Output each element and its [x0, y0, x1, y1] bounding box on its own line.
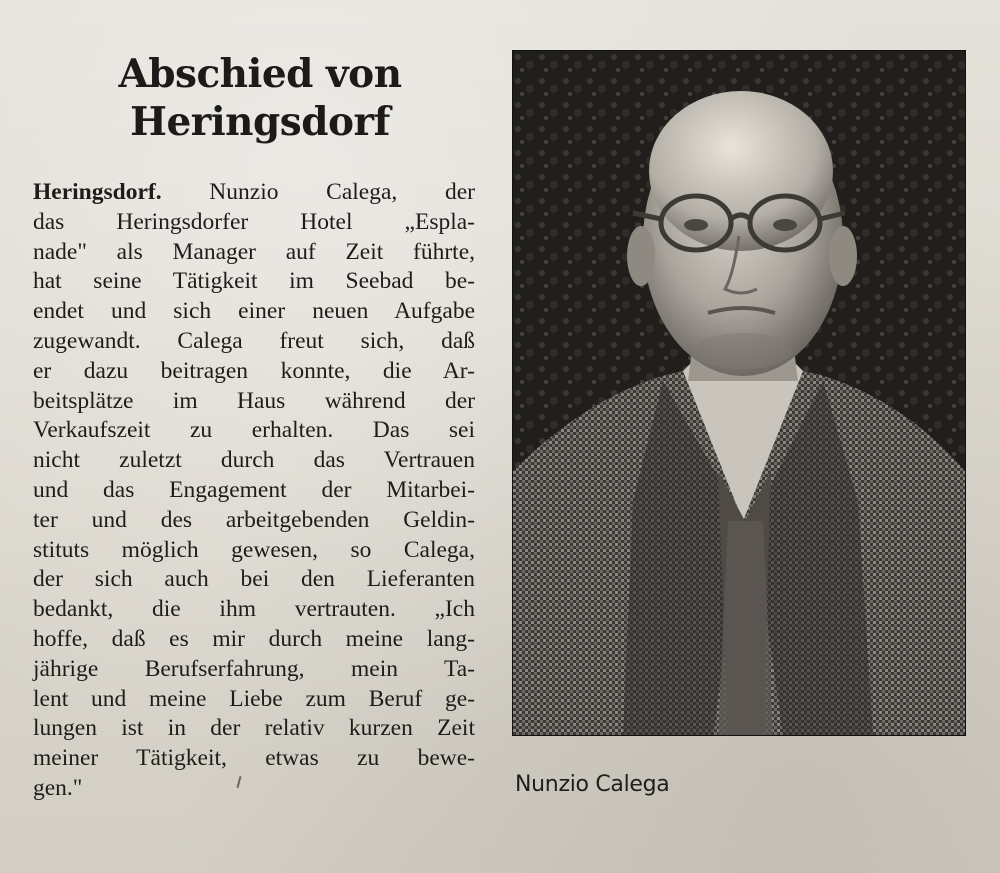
photo-caption: Nunzio Calega: [515, 772, 670, 797]
body-line: stituts möglich gewesen, so Calega,: [33, 536, 475, 563]
portrait-photo: [512, 50, 966, 736]
body-line: ter und des arbeitgebenden Geldin-: [33, 506, 475, 533]
body-line: gen.": [33, 774, 83, 801]
body-line: endet und sich einer neuen Aufgabe: [33, 298, 475, 325]
headline-line-1: Abschied von: [118, 51, 402, 97]
body-line: lent und meine Liebe zum Beruf ge-: [33, 685, 475, 712]
body-line: lungen ist in der relativ kurzen Zeit: [33, 715, 475, 742]
body-line: hat seine Tätigkeit im Seebad be-: [33, 268, 475, 295]
article-headline: [40, 50, 480, 146]
body-line: hoffe, daß es mir durch meine lang-: [33, 625, 475, 652]
article-body: [33, 178, 475, 804]
body-line: bedankt, die ihm vertrauten. „Ich: [33, 596, 475, 623]
body-line: nicht zuletzt durch das Vertrauen: [33, 447, 475, 474]
headline-line-2: Heringsdorf: [130, 99, 390, 145]
body-line: beitsplätze im Haus während der: [33, 387, 475, 414]
body-line: meiner Tätigkeit, etwas zu bewe-: [33, 745, 475, 772]
body-line: nade" als Manager auf Zeit führte,: [33, 238, 475, 265]
body-line: zugewandt. Calega freut sich, daß: [33, 327, 475, 354]
dateline: Heringsdorf.: [33, 179, 162, 205]
portrait-illustration: [513, 51, 965, 735]
body-line: Verkaufszeit zu erhalten. Das sei: [33, 417, 475, 444]
body-line: er dazu beitragen konnte, die Ar-: [33, 357, 475, 384]
body-line: das Heringsdorfer Hotel „Espla-: [33, 208, 475, 235]
body-line: und das Engagement der Mitarbei-: [33, 476, 475, 503]
body-line: jährige Berufserfahrung, mein Ta-: [33, 655, 475, 682]
body-line: der sich auch bei den Lieferanten: [33, 566, 475, 593]
body-line-text: Nunzio Calega, der: [161, 179, 475, 205]
body-line: [33, 178, 475, 208]
